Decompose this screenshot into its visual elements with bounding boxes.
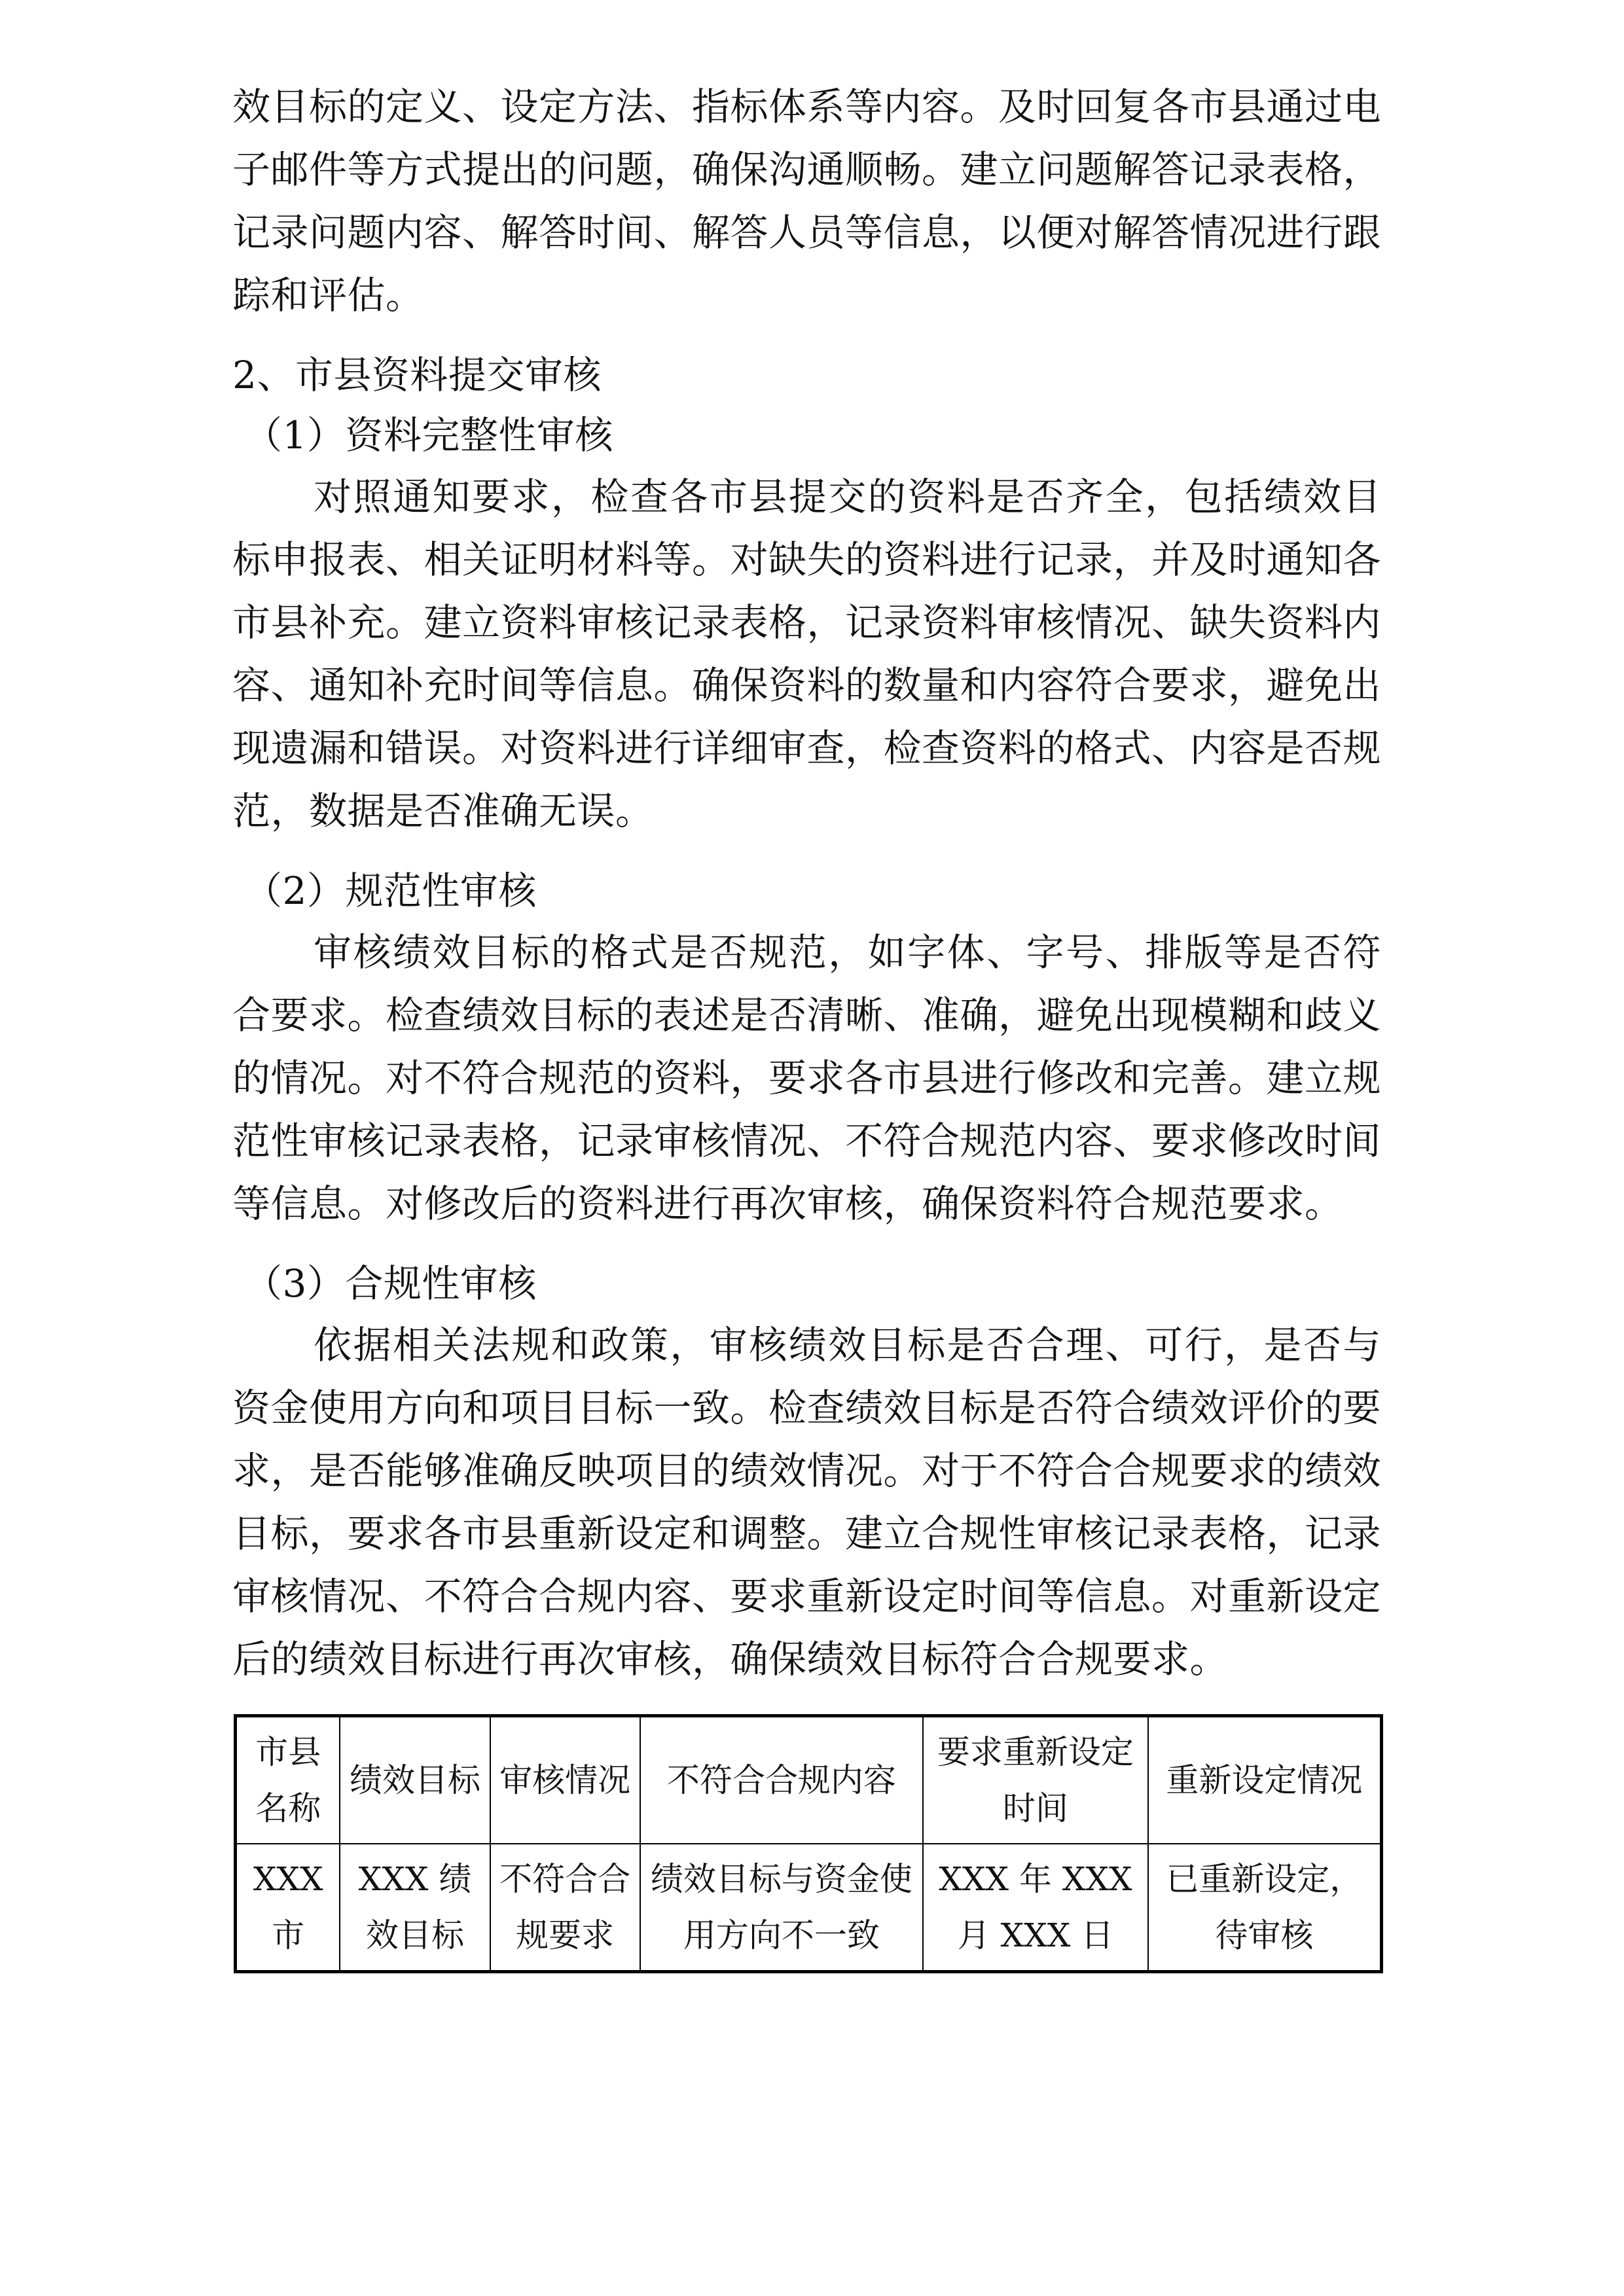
table-header-cell: 审核情况: [490, 1716, 640, 1844]
spacer: [232, 842, 1381, 861]
table-header-cell: 市县名称: [236, 1716, 340, 1844]
heading-sub-2: （2）规范性审核: [244, 869, 537, 913]
table-cell: XXX 年 XXX 月 XXX 日: [923, 1844, 1148, 1972]
heading-sub-1: （1）资料完整性审核: [244, 413, 613, 457]
table-cell: 已重新设定，待审核: [1148, 1844, 1382, 1972]
paragraph-intro: 效目标的定义、设定方法、指标体系等内容。及时回复各市县通过电子邮件等方式提出的问题，确保沟通顺畅。建立问题解答记录表格，记录问题内容、解答时间、解答人员等信息，以便对解答情况进行跟踪和评估。: [232, 84, 1382, 317]
table-header-cell: 要求重新设定时间: [923, 1716, 1148, 1844]
table-header-cell: 绩效目标: [340, 1716, 490, 1844]
spacer: [232, 327, 1381, 345]
table-header-row: [236, 1716, 1382, 1844]
compliance-review-table-wrapper: [232, 1714, 1381, 1973]
spacer: [232, 1235, 1381, 1253]
table-row: [236, 1844, 1382, 1972]
paragraph-compliance: 依据相关法规和政策，审核绩效目标是否合理、可行，是否与资金使用方向和项目目标一致。检查绩效目标是否符合绩效评价的要求，是否能够准确反映项目的绩效情况。对于不符合合规要求的绩效目标，要求各市县重新设定和调整。建立合规性审核记录表格，记录审核情况、不符合合规内容、要求重新设定时间等信息。对重新设定后的绩效目标进行再次审核，确保绩效目标符合合规要求。: [232, 1323, 1382, 1681]
paragraph-standard: 审核绩效目标的格式是否规范，如字体、字号、排版等是否符合要求。检查绩效目标的表述是否清晰、准确，避免出现模糊和歧义的情况。对不符合规范的资料，要求各市县进行修改和完善。建立规范性审核记录表格，记录审核情况、不符合规范内容、要求修改时间等信息。对修改后的资料进行再次审核，确保资料符合规范要求。: [232, 930, 1382, 1226]
compliance-review-table: [234, 1714, 1383, 1973]
table-cell: XXX 绩效目标: [340, 1844, 490, 1972]
paragraph-completeness: 对照通知要求，检查各市县提交的资料是否齐全，包括绩效目标申报表、相关证明材料等。对缺失的资料进行记录，并及时通知各市县补充。建立资料审核记录表格，记录资料审核情况、缺失资料内容、通知补充时间等信息。确保资料的数量和内容符合要求，避免出现遗漏和错误。对资料进行详细审查，检查资料的格式、内容是否规范，数据是否准确无误。: [232, 475, 1382, 833]
table-cell: XXX 市: [236, 1844, 340, 1972]
table-header-cell: 重新设定情况: [1148, 1716, 1382, 1844]
table-cell: 不符合合规要求: [490, 1844, 640, 1972]
heading-section-2: 2、市县资料提交审核: [232, 353, 602, 397]
table-header-cell: 不符合合规内容: [640, 1716, 923, 1844]
heading-sub-3: （3）合规性审核: [244, 1261, 537, 1306]
table-cell: 绩效目标与资金使用方向不一致: [640, 1844, 923, 1972]
